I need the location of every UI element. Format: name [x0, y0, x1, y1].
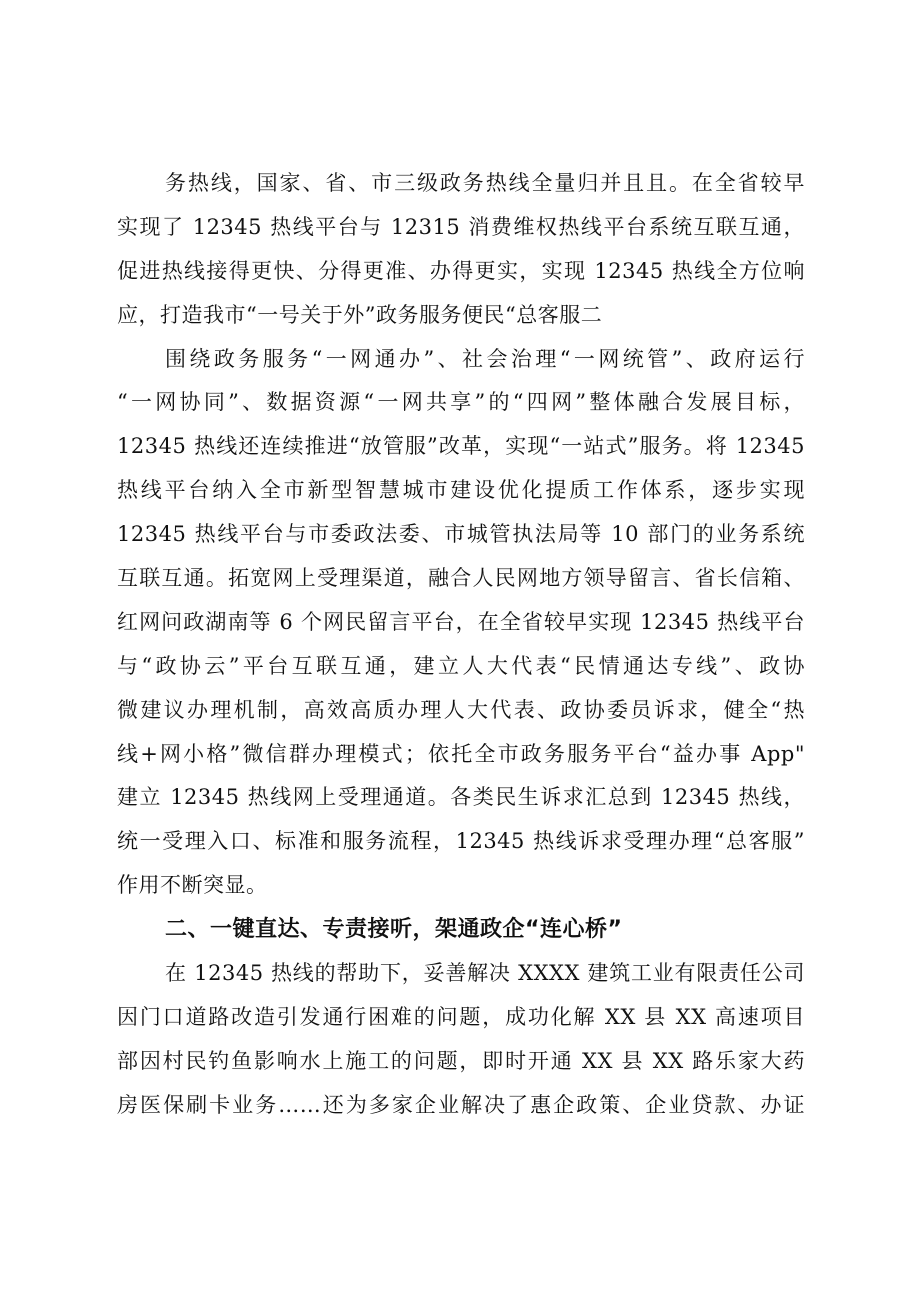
text-line: 统一受理入口、标准和服务流程，12345 热线诉求受理办理“总客服”: [117, 829, 805, 854]
document-body: [117, 162, 805, 1128]
text-line: 应，打造我市“一号关于外”政务服务便民“总客服二: [117, 302, 603, 327]
paragraph-1: [117, 162, 805, 338]
text-line: 务热线，国家、省、市三级政务热线全量归并且且。在全省较早: [165, 171, 805, 195]
section-heading: 二、一键直达、专责接听，架通政企“连心桥”: [165, 917, 623, 943]
text-line: 微建议办理机制，高效高质办理人大代表、政协委员诉求，健全“热: [117, 697, 805, 722]
text-line: 房医保刷卡业务……还为多家企业解决了惠企政策、企业贷款、办证: [117, 1092, 805, 1117]
text-line: 12345 热线平台与市委政法委、市城管执法局等 10 部门的业务系统: [117, 522, 805, 547]
text-line: 红网问政湖南等 6 个网民留言平台，在全省较早实现 12345 热线平台: [117, 609, 805, 634]
text-line: 互联互通。拓宽网上受理渠道，融合人民网地方领导留言、省长信箱、: [117, 566, 805, 591]
text-line: 线+网小格”微信群办理模式；依托全市政务服务平台“益办事 App": [117, 741, 805, 766]
text-line: 促进热线接得更快、分得更准、办得更实，实现 12345 热线全方位响: [117, 258, 805, 283]
text-line: 在 12345 热线的帮助下，妥善解决 XXXX 建筑工业有限责任公司: [165, 961, 805, 986]
text-line: 因门口道路改造引发通行困难的问题，成功化解 XX 县 XX 高速项目: [117, 1004, 805, 1029]
text-line: 建立 12345 热线网上受理通道。各类民生诉求汇总到 12345 热线，: [117, 785, 805, 810]
paragraph-3: [117, 952, 805, 1128]
text-line: “一网协同”、数据资源“一网共享”的“四网”整体融合发展目标，: [117, 390, 805, 415]
text-line: 实现了 12345 热线平台与 12315 消费维权热线平台系统互联互通，: [117, 214, 805, 239]
text-line: 部因村民钓鱼影响水上施工的问题，即时开通 XX 县 XX 路乐家大药: [117, 1048, 805, 1073]
paragraph-2: [117, 338, 805, 909]
text-line: 12345 热线还连续推进“放管服”改革，实现“一站式”服务。将 12345: [117, 434, 805, 459]
text-line: 围绕政务服务“一网通办”、社会治理“一网统管”、政府运行: [165, 346, 805, 371]
text-line: 热线平台纳入全市新型智慧城市建设优化提质工作体系，逐步实现: [117, 478, 805, 503]
text-line: 作用不断突显。: [117, 873, 268, 898]
text-line: 与“政协云”平台互联互通，建立人大代表“民情通达专线”、政协: [117, 653, 805, 678]
